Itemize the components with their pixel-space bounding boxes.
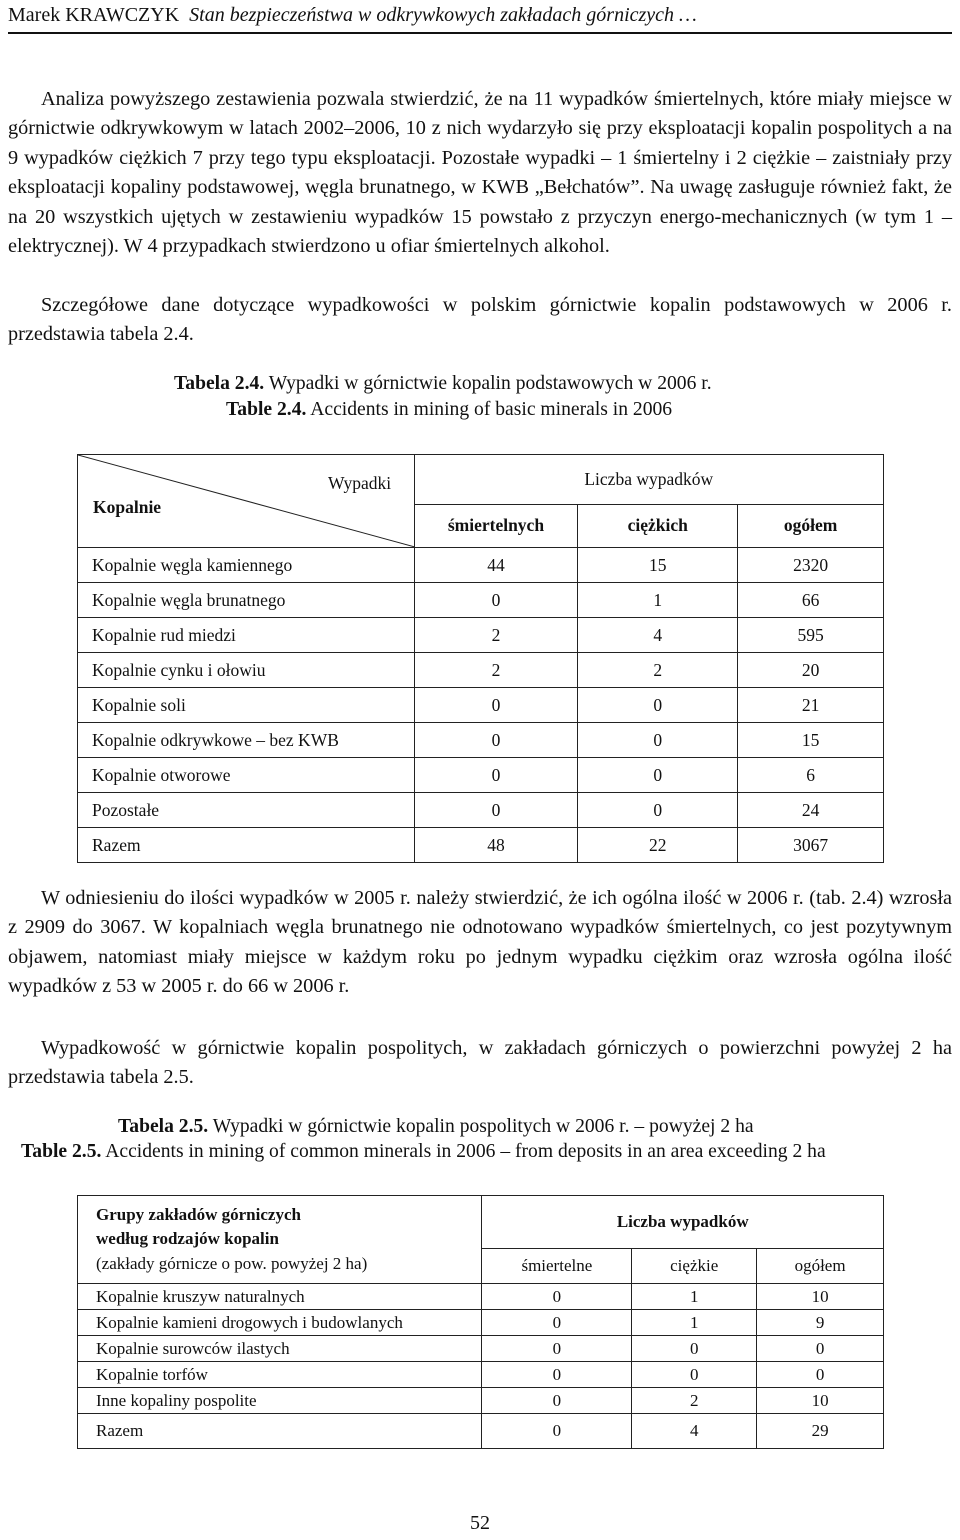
table-row (78, 758, 884, 793)
row-label: Kopalnie kruszyw naturalnych (78, 1284, 482, 1310)
table-2-4 (77, 454, 884, 863)
paragraph-4: Wypadkowość w górnictwie kopalin pospolitych, w zakładach górniczych o powierzchni powyżej 2 ha przedstawia tabela 2.5. (8, 1037, 952, 1089)
table-row (78, 1362, 884, 1388)
cell-ogolem: 10 (757, 1284, 884, 1310)
cell-ciezkich: 1 (578, 583, 738, 618)
header-title: Stan bezpieczeństwa w odkrywkowych zakładach górniczych … (189, 4, 697, 26)
cell-ogolem: 0 (757, 1336, 884, 1362)
cell-ciezkie: 1 (632, 1310, 757, 1336)
table-row (78, 653, 884, 688)
cell-ciezkie: 1 (632, 1284, 757, 1310)
cell-smiertelnych: 48 (414, 828, 578, 863)
cell-ciezkich: 4 (578, 618, 738, 653)
cell-ciezkich: 0 (578, 723, 738, 758)
table-row (78, 583, 884, 618)
col-header-ciezkie: ciężkie (632, 1249, 757, 1284)
cell-ciezkich: 0 (578, 758, 738, 793)
header-liczba-wypadkow: Liczba wypadków (482, 1196, 884, 1249)
row-label: Inne kopaliny pospolite (78, 1388, 482, 1414)
header-group-line-2: według rodzajów kopalin (96, 1229, 279, 1249)
cell-ogolem: 9 (757, 1310, 884, 1336)
row-label: Kopalnie torfów (78, 1362, 482, 1388)
row-label: Kopalnie kamieni drogowych i budowlanych (78, 1310, 482, 1336)
cell-ogolem: 20 (738, 653, 884, 688)
cell-ogolem: 6 (738, 758, 884, 793)
col-header-ogolem: ogółem (738, 504, 884, 547)
cell-ogolem: 2320 (738, 548, 884, 583)
caption-text: Accidents in mining of basic minerals in 2006 (310, 399, 673, 420)
header-liczba-wypadkow: Liczba wypadków (414, 455, 883, 505)
cell-ogolem: 21 (738, 688, 884, 723)
cell-ciezkie: 2 (632, 1388, 757, 1414)
cell-ciezkich: 2 (578, 653, 738, 688)
header-group-line-3: (zakłady górnicze o pow. powyżej 2 ha) (96, 1253, 368, 1273)
table-row (78, 688, 884, 723)
cell-smiertelnych: 0 (414, 583, 578, 618)
cell-smiertelnych: 0 (414, 758, 578, 793)
caption-label: Tabela 2.5. (118, 1116, 209, 1137)
running-header (8, 0, 952, 34)
table-row (78, 1284, 884, 1310)
row-label: Razem (78, 828, 415, 863)
col-header-ogolem: ogółem (757, 1249, 884, 1284)
paragraph-3: W odniesieniu do ilości wypadków w 2005 r. należy stwierdzić, że ich ogólna ilość w 2006 r. (tab. 2.4) wzrosła z 2909 do 3067. W kopalniach węgla brunatnego nie odnotowano wypadków śmiertelnych, co jest pozytywnym objawem, natomiast miały miejsce w każdym roku po jednym wypadku ciężkim oraz wzrosła ogólna ilość wypadków z 53 w 2005 r. do 66 w 2006 r. (8, 887, 952, 998)
cell-smiertelne: 0 (482, 1414, 632, 1449)
caption-text: Wypadki w górnictwie kopalin podstawowych w 2006 r. (268, 373, 712, 394)
table-row-total (78, 828, 884, 863)
table-2-5-caption-pl (118, 1115, 754, 1139)
cell-smiertelnych: 44 (414, 548, 578, 583)
header-group-line-1: Grupy zakładów górniczych (96, 1204, 301, 1224)
col-header-smiertelnych: śmiertelnych (414, 504, 578, 547)
cell-smiertelnych: 0 (414, 793, 578, 828)
cell-ciezkich: 0 (578, 793, 738, 828)
row-label: Kopalnie soli (78, 688, 415, 723)
cell-ogolem: 0 (757, 1362, 884, 1388)
row-label: Kopalnie cynku i ołowiu (78, 653, 415, 688)
table-row (78, 618, 884, 653)
cell-smiertelnych: 2 (414, 653, 578, 688)
cell-ciezkie: 0 (632, 1362, 757, 1388)
row-label: Razem (78, 1414, 482, 1449)
cell-ciezkie: 4 (632, 1414, 757, 1449)
cell-smiertelnych: 0 (414, 723, 578, 758)
row-label: Kopalnie węgla brunatnego (78, 583, 415, 618)
row-label: Kopalnie surowców ilastych (78, 1336, 482, 1362)
cell-smiertelnych: 0 (414, 688, 578, 723)
caption-label: Table 2.5. (21, 1141, 102, 1162)
diagonal-header-cell (78, 455, 415, 548)
caption-label: Tabela 2.4. (174, 373, 265, 394)
cell-ciezkich: 22 (578, 828, 738, 863)
row-label: Kopalnie rud miedzi (78, 618, 415, 653)
table-2-5 (77, 1195, 884, 1449)
cell-ogolem: 10 (757, 1388, 884, 1414)
paragraph-2: Szczegółowe dane dotyczące wypadkowości w polskim górnictwie kopalin podstawowych w 2006 r. przedstawia tabela 2.4. (8, 294, 952, 346)
cell-smiertelne: 0 (482, 1336, 632, 1362)
row-label: Pozostałe (78, 793, 415, 828)
row-label: Kopalnie odkrywkowe – bez KWB (78, 723, 415, 758)
page-number: 52 (470, 1512, 490, 1534)
col-header-smiertelne: śmiertelne (482, 1249, 632, 1284)
table-row (78, 1336, 884, 1362)
table-2-5-caption-en (21, 1140, 826, 1164)
cell-ciezkich: 15 (578, 548, 738, 583)
cell-ogolem: 595 (738, 618, 884, 653)
table-row-total (78, 1414, 884, 1449)
cell-smiertelnych: 2 (414, 618, 578, 653)
header-author: Marek KRAWCZYK (8, 4, 180, 26)
header-wypadki: Wypadki (328, 473, 392, 493)
row-label: Kopalnie otworowe (78, 758, 415, 793)
cell-ogolem: 15 (738, 723, 884, 758)
header-kopalnie: Kopalnie (93, 497, 162, 517)
table-row (78, 723, 884, 758)
table-2-4-caption-pl (174, 372, 712, 396)
paragraph-1: Analiza powyższego zestawienia pozwala stwierdzić, że na 11 wypadków śmiertelnych, które miały miejsce w górnictwie odkrywkowym w latach 2002–2006, 10 z nich wydarzyło się przy eksploatacji kopalin pospolitych a na 9 wypadków ciężkich 7 przy tego typu eksploatacji. Pozostałe wypadki – 1 śmiertelny i 2 ciężkie – zaistniały przy eksploatacji kopaliny podstawowej, węgla brunatnego, w KWB „Bełchatów”. Na uwagę zasługuje również fakt, że na 20 wszystkich ujętych w zestawieniu wypadków 15 powstało z przyczyn energo-mechanicznych (w tym 1 – elektrycznej). W 4 przypadkach stwierdzono u ofiar śmiertelnych alkohol. (8, 88, 952, 258)
header-group-cell (78, 1196, 482, 1284)
table-row (78, 548, 884, 583)
cell-smiertelne: 0 (482, 1388, 632, 1414)
cell-ogolem: 29 (757, 1414, 884, 1449)
table-row (78, 1388, 884, 1414)
cell-smiertelne: 0 (482, 1362, 632, 1388)
caption-label: Table 2.4. (226, 399, 307, 420)
cell-ogolem: 24 (738, 793, 884, 828)
table-row (78, 1310, 884, 1336)
cell-smiertelne: 0 (482, 1284, 632, 1310)
cell-ogolem: 3067 (738, 828, 884, 863)
table-row (78, 793, 884, 828)
caption-text: Wypadki w górnictwie kopalin pospolitych w 2006 r. – powyżej 2 ha (212, 1116, 754, 1137)
caption-text: Accidents in mining of common minerals in 2006 – from deposits in an area exceeding 2 ha (105, 1141, 826, 1162)
cell-ogolem: 66 (738, 583, 884, 618)
cell-smiertelne: 0 (482, 1310, 632, 1336)
row-label: Kopalnie węgla kamiennego (78, 548, 415, 583)
cell-ciezkich: 0 (578, 688, 738, 723)
table-2-4-caption-en (226, 398, 672, 422)
cell-ciezkie: 0 (632, 1336, 757, 1362)
col-header-ciezkich: ciężkich (578, 504, 738, 547)
